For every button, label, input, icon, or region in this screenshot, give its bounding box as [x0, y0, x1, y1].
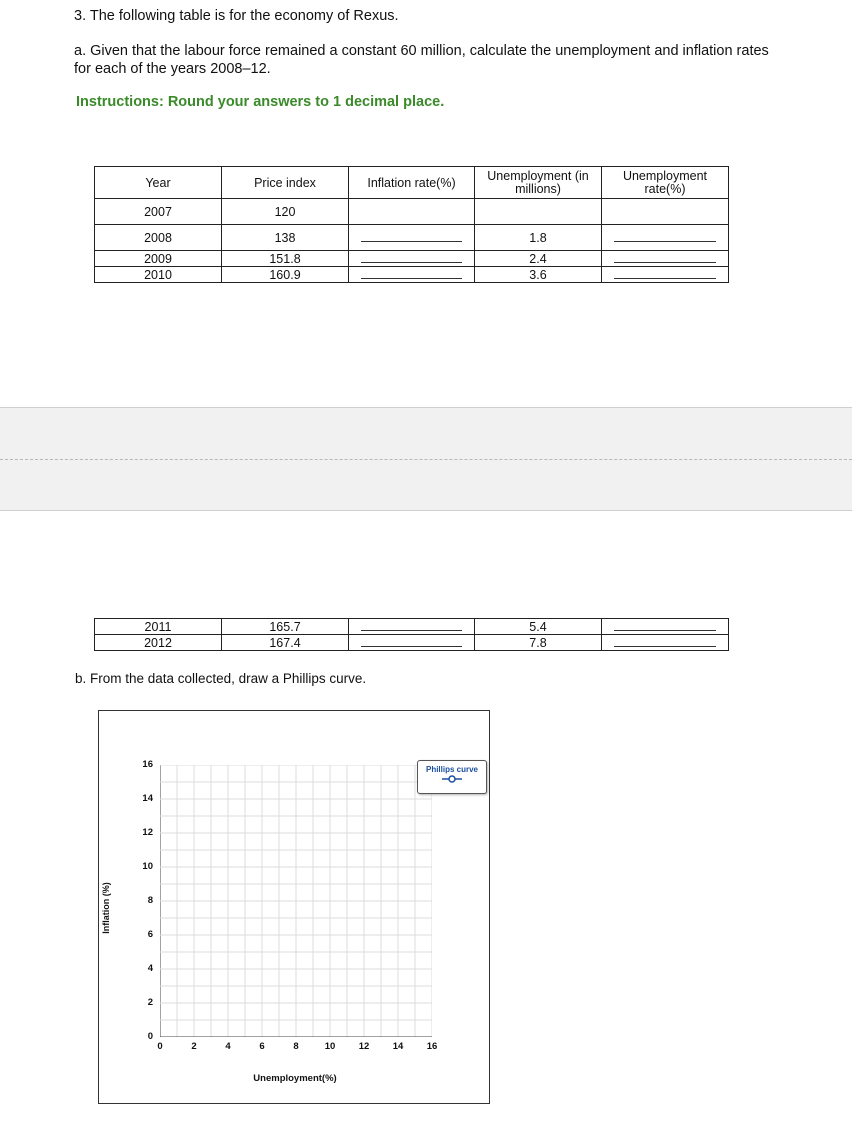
unemployment-rate-input-2011[interactable] [602, 619, 729, 635]
y-tick-label: 14 [142, 793, 153, 804]
y-tick-label: 4 [147, 963, 153, 974]
unemployment-cell: 7.8 [475, 635, 602, 651]
question-title: 3. The following table is for the economy of Rexus. [74, 8, 399, 24]
y-tick-label: 10 [142, 861, 153, 872]
unemployment-rate-input-2010[interactable] [602, 267, 729, 283]
header-unemployment-millions: Unemployment (in millions) [475, 167, 602, 199]
inflation-cell-empty [349, 199, 475, 225]
price-index-cell: 160.9 [222, 267, 349, 283]
unemployment-cell: 5.4 [475, 619, 602, 635]
year-cell: 2012 [95, 635, 222, 651]
inflation-input-2011[interactable] [349, 619, 475, 635]
header-inflation-rate: Inflation rate(%) [349, 167, 475, 199]
x-tick-label: 12 [358, 1041, 370, 1052]
x-tick-label: 8 [293, 1041, 299, 1052]
x-tick-label: 0 [157, 1041, 163, 1052]
unemployment-rate-input-2009[interactable] [602, 251, 729, 267]
y-tick-label: 16 [142, 759, 153, 770]
y-tick-label: 6 [147, 929, 153, 940]
header-year: Year [95, 167, 222, 199]
year-cell: 2007 [95, 199, 222, 225]
page-break-line [0, 459, 852, 460]
price-index-cell: 120 [222, 199, 349, 225]
inflation-input-2012[interactable] [349, 635, 475, 651]
unemployment-cell [475, 199, 602, 225]
price-index-cell: 167.4 [222, 635, 349, 651]
y-tick-label: 0 [147, 1031, 153, 1042]
x-axis-label: Unemployment(%) [253, 1073, 337, 1084]
table-row [95, 635, 729, 651]
table-row [95, 225, 729, 251]
inflation-input-2009[interactable] [349, 251, 475, 267]
plot-area[interactable] [160, 765, 432, 1037]
data-table-top [94, 166, 729, 283]
legend-label: Phillips curve [425, 765, 479, 774]
y-tick-label: 12 [142, 827, 153, 838]
part-a-text: a. Given that the labour force remained a constant 60 million, calculate the unemployment and inflation rates for each of the years 2008–12. [74, 43, 769, 77]
header-unemployment-rate: Unemployment rate(%) [602, 167, 729, 199]
header-price-index: Price index [222, 167, 349, 199]
unemployment-rate-cell-empty [602, 199, 729, 225]
price-index-cell: 138 [222, 225, 349, 251]
y-tick-label: 2 [147, 997, 153, 1008]
x-tick-label: 6 [259, 1041, 265, 1052]
table-row [95, 267, 729, 283]
unemployment-rate-input-2012[interactable] [602, 635, 729, 651]
x-tick-label: 4 [225, 1041, 231, 1052]
y-axis-label: Inflation (%) [101, 882, 111, 934]
x-tick-label: 10 [324, 1041, 336, 1052]
price-index-cell: 165.7 [222, 619, 349, 635]
part-b-text: b. From the data collected, draw a Phillips curve. [75, 671, 367, 686]
inflation-input-2010[interactable] [349, 267, 475, 283]
inflation-input-2008[interactable] [349, 225, 475, 251]
unemployment-cell: 3.6 [475, 267, 602, 283]
price-index-cell: 151.8 [222, 251, 349, 267]
x-tick-label: 14 [392, 1041, 404, 1052]
instructions-text: Instructions: Round your answers to 1 decimal place. [76, 94, 445, 110]
year-cell: 2009 [95, 251, 222, 267]
line-point-icon [441, 775, 463, 783]
table-row [95, 251, 729, 267]
year-cell: 2010 [95, 267, 222, 283]
unemployment-cell: 2.4 [475, 251, 602, 267]
year-cell: 2011 [95, 619, 222, 635]
year-cell: 2008 [95, 225, 222, 251]
phillips-curve-tool[interactable] [417, 760, 487, 794]
table-row [95, 619, 729, 635]
x-tick-label: 2 [191, 1041, 197, 1052]
unemployment-rate-input-2008[interactable] [602, 225, 729, 251]
table-row [95, 199, 729, 225]
data-table-bottom [94, 618, 729, 651]
unemployment-cell: 1.8 [475, 225, 602, 251]
y-tick-label: 8 [147, 895, 153, 906]
x-tick-label: 16 [426, 1041, 438, 1052]
